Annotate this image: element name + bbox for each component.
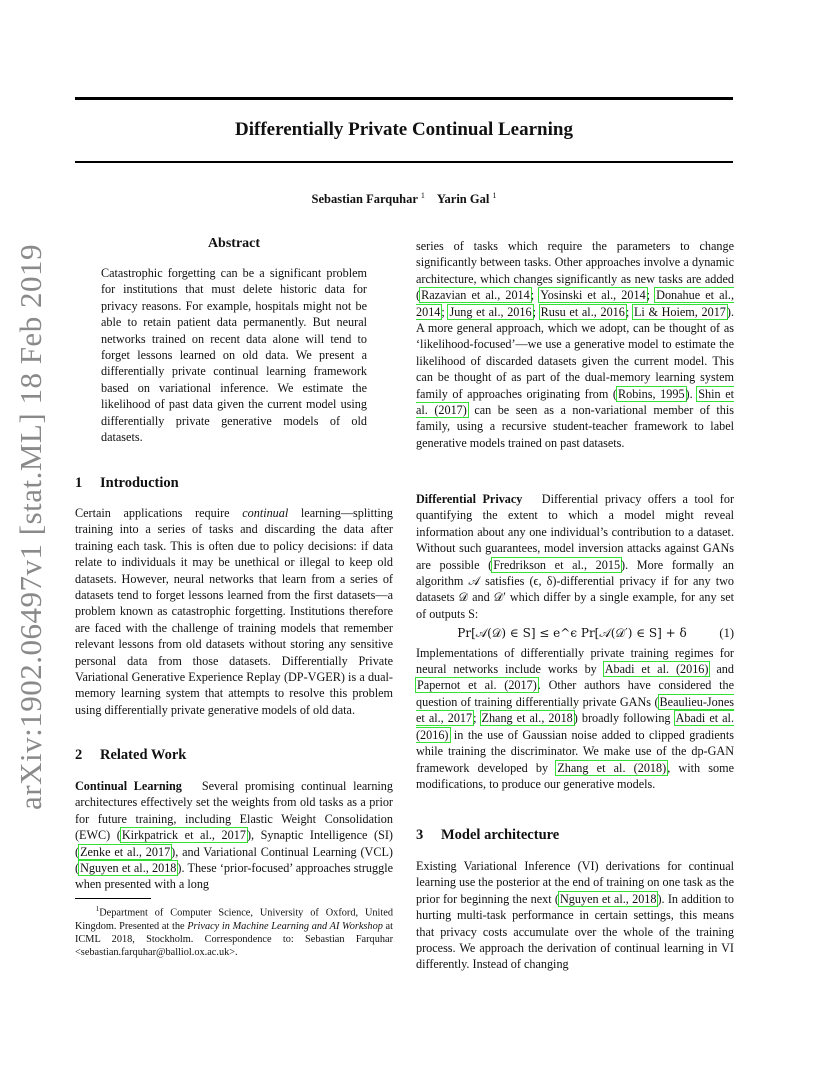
citation-link[interactable]: Abadi et al. (2016) bbox=[604, 662, 709, 677]
text-run: Several promising continual learning architectures effectively set the weights from old tasks as a prior for future training, including Elastic Weight Consolidation (EWC) ( bbox=[75, 779, 393, 843]
section-number: 2 bbox=[75, 747, 83, 763]
author-list bbox=[75, 191, 733, 207]
text-run: ; bbox=[625, 304, 633, 319]
title-top-rule bbox=[75, 97, 733, 100]
abstract-text bbox=[101, 265, 367, 445]
text-run: series of tasks which require the parameters to change significantly between tasks. Other approaches involve a dynamic architecture, which changes significantly as new tasks are added ( bbox=[416, 239, 734, 303]
text-run: can be seen as a non-variational member of this family, using a recursive student-teacher framework to label generative models trained on past datasets. bbox=[416, 403, 734, 450]
citation-link[interactable]: Jung et al., 2016 bbox=[449, 304, 532, 319]
footnote-mark: 1 bbox=[95, 905, 100, 913]
implementations-paragraph bbox=[416, 645, 734, 793]
footnote bbox=[75, 903, 393, 960]
affiliation-mark: 1 bbox=[420, 191, 425, 200]
citation-link[interactable]: Razavian et al., 2014 bbox=[421, 288, 530, 303]
paragraph-heading: Differential Privacy bbox=[416, 492, 523, 506]
section-model-architecture-heading bbox=[416, 827, 559, 844]
citation-link[interactable]: Rusu et al., 2016 bbox=[540, 304, 625, 319]
citation-link[interactable]: Zenke et al., 2017 bbox=[80, 844, 171, 859]
citation-link[interactable]: Donahue et al., 2014 bbox=[416, 288, 735, 319]
section-number: 1 bbox=[75, 475, 83, 491]
citation-link[interactable]: Papernot et al. (2017) bbox=[417, 678, 537, 693]
section-title: Introduction bbox=[100, 475, 179, 491]
arxiv-identifier-margin bbox=[5, 244, 57, 810]
text-run: . Other authors have considered the question of training differentially private GANs ( bbox=[416, 678, 734, 709]
equation-1 bbox=[416, 625, 734, 641]
text-run: in the use of Gaussian noise added to clipped gradients while training the discriminator. We make use of the dp-GAN framework developed by bbox=[416, 727, 734, 775]
text-run: ) broadly following bbox=[573, 711, 675, 726]
author-name: Sebastian Farquhar bbox=[311, 192, 418, 207]
citation-link[interactable]: Kirkpatrick et al., 2017 bbox=[121, 828, 246, 843]
text-run: ). More formally an algorithm 𝒜 satisfies (ϵ, δ)-differential privacy if for any two datasets 𝒟 and 𝒟′ which differ by a single example, for any set of outputs S: bbox=[416, 557, 734, 621]
emphasis: Privacy in Machine Learning and AI Workshop bbox=[187, 920, 383, 932]
text-run: and bbox=[709, 662, 734, 677]
differential-privacy-section bbox=[416, 491, 734, 792]
text-run: ; bbox=[473, 711, 481, 726]
citation-link[interactable]: Robins, 1995 bbox=[617, 386, 685, 401]
text-run: ; bbox=[441, 304, 449, 319]
text-run: ), and Variational Continual Learning (VCL) ( bbox=[75, 844, 393, 876]
text-run: ; bbox=[532, 304, 540, 319]
text-run: at ICML 2018, Stockholm. Correspondence to: Sebastian Farquhar <sebastian.farquhar@balliol.ox.ac.uk>. bbox=[75, 920, 393, 959]
citation-link[interactable]: Nguyen et al., 2018 bbox=[559, 891, 657, 906]
introduction-body bbox=[75, 505, 393, 718]
equation-body: Pr[𝒜(𝒟) ∈ S] ≤ e^ϵ Pr[𝒜(𝒟′) ∈ S] + δ bbox=[457, 626, 687, 641]
section-number: 3 bbox=[416, 827, 424, 843]
citation-link[interactable]: Shin et al. (2017) bbox=[416, 386, 734, 418]
section-title: Model architecture bbox=[441, 827, 560, 843]
citation-link[interactable]: Fredrikson et al., 2015 bbox=[493, 557, 621, 572]
abstract-paragraph: Catastrophic forgetting can be a significant problem for institutions that must delete historic data for privacy reasons. For example, hospitals might not be able to retain patient data permanently. But neural networks trained on recent data alone will tend to forget lessons learned on old data. We present a differentially private continual learning framework based on variational inference. We estimate the likelihood of past data given the current model using differentially private generative models of old datasets. bbox=[101, 266, 367, 445]
text-run: learning—splitting training into a series of tasks and discarding the data after training each task. This is often due to policy decisions: if data relate to individuals it may be unethical or illegal to keep old datasets. However, neural networks that learn from a series of datasets tend to forget lessons learned from the first datasets—a problem known as catastrophic forgetting. Institutions therefore are faced with the challenge of training models that remember relevant lessons from old datasets without storing any sensitive personal data from those datasets. Differentially Private Variational Generative Experience Replay (DP-VGER) is a dual-memory learning system that attempts to resolve this problem using differentially private generative models of old data. bbox=[75, 506, 393, 717]
author-name: Yarin Gal bbox=[436, 192, 490, 207]
citation-link[interactable]: Nguyen et al., 2018 bbox=[80, 861, 177, 876]
differential-privacy-paragraph bbox=[416, 491, 734, 622]
text-run: ; bbox=[646, 288, 656, 303]
related-work-continuation-paragraph bbox=[416, 238, 734, 451]
citation-link[interactable]: Beaulieu-Jones et al., 2017 bbox=[416, 694, 734, 726]
emphasis: continual bbox=[242, 506, 289, 520]
equation-number: (1) bbox=[719, 626, 734, 641]
text-run: ). These ‘prior-focused’ approaches struggle when presented with a long bbox=[75, 861, 393, 892]
citation-link[interactable]: Abadi et al. (2016) bbox=[416, 711, 734, 742]
text-run: ). A more general approach, which we adopt, can be thought of as ‘likelihood-focused’—we use a generative model to estimate the likelihood of discarded datasets given the current model. This can be thought of as part of the dual-memory learning system family of approaches originating from ( bbox=[416, 304, 735, 401]
text-run: ). bbox=[685, 386, 698, 401]
text-run: ; bbox=[530, 288, 540, 303]
citation-link[interactable]: Zhang et al. (2018) bbox=[557, 760, 667, 775]
citation-link[interactable]: Li & Hoiem, 2017 bbox=[633, 304, 726, 319]
right-column-continuation bbox=[416, 238, 734, 451]
section-introduction-heading bbox=[75, 475, 179, 492]
model-architecture-body bbox=[416, 858, 734, 973]
abstract-heading: Abstract bbox=[207, 236, 261, 251]
arxiv-identifier: arXiv:1902.06497v1 [stat.ML] 18 Feb 2019 bbox=[13, 244, 49, 810]
affiliation-mark: 1 bbox=[492, 191, 497, 200]
related-work-body bbox=[75, 778, 393, 893]
footnote-rule bbox=[75, 898, 151, 899]
text-run: Department of Computer Science, University of Oxford, United Kingdom. Presented at the bbox=[75, 907, 393, 932]
text-run: Implementations of differentially private training regimes for neural networks include works by bbox=[416, 645, 734, 677]
text-run: ). In addition to hurting multi-task performance in certain settings, this means that privacy costs accumulate over the whole of the training process. We approach the derivation of continual learning in VI differently. Instead of changing bbox=[416, 891, 735, 972]
title-bottom-rule bbox=[75, 161, 733, 163]
model-architecture-paragraph bbox=[416, 858, 734, 973]
section-related-work-heading bbox=[75, 747, 186, 764]
continual-learning-paragraph bbox=[75, 778, 393, 893]
citation-link[interactable]: Yosinski et al., 2014 bbox=[540, 288, 646, 303]
text-run: Certain applications require bbox=[75, 506, 243, 520]
paper-title: Differentially Private Continual Learning bbox=[235, 119, 573, 140]
paragraph-heading: Continual Learning bbox=[75, 779, 182, 793]
citation-link[interactable]: Zhang et al., 2018 bbox=[481, 711, 573, 726]
text-run: , with some modifications, to produce our generative models. bbox=[416, 760, 735, 791]
text-run: ), Synaptic Intelligence (SI) ( bbox=[75, 828, 393, 859]
text-run: Differential privacy offers a tool for quantifying the extent to which a model might reveal information about any one individual’s contribution to a dataset. Without such guarantees, model inversion attacks against GANs are possible ( bbox=[416, 492, 735, 572]
introduction-paragraph bbox=[75, 505, 393, 718]
text-run: Existing Variational Inference (VI) derivations for continual learning use the posterior at the end of training on one task as the prior for beginning the next ( bbox=[416, 859, 734, 906]
section-title: Related Work bbox=[100, 747, 187, 763]
